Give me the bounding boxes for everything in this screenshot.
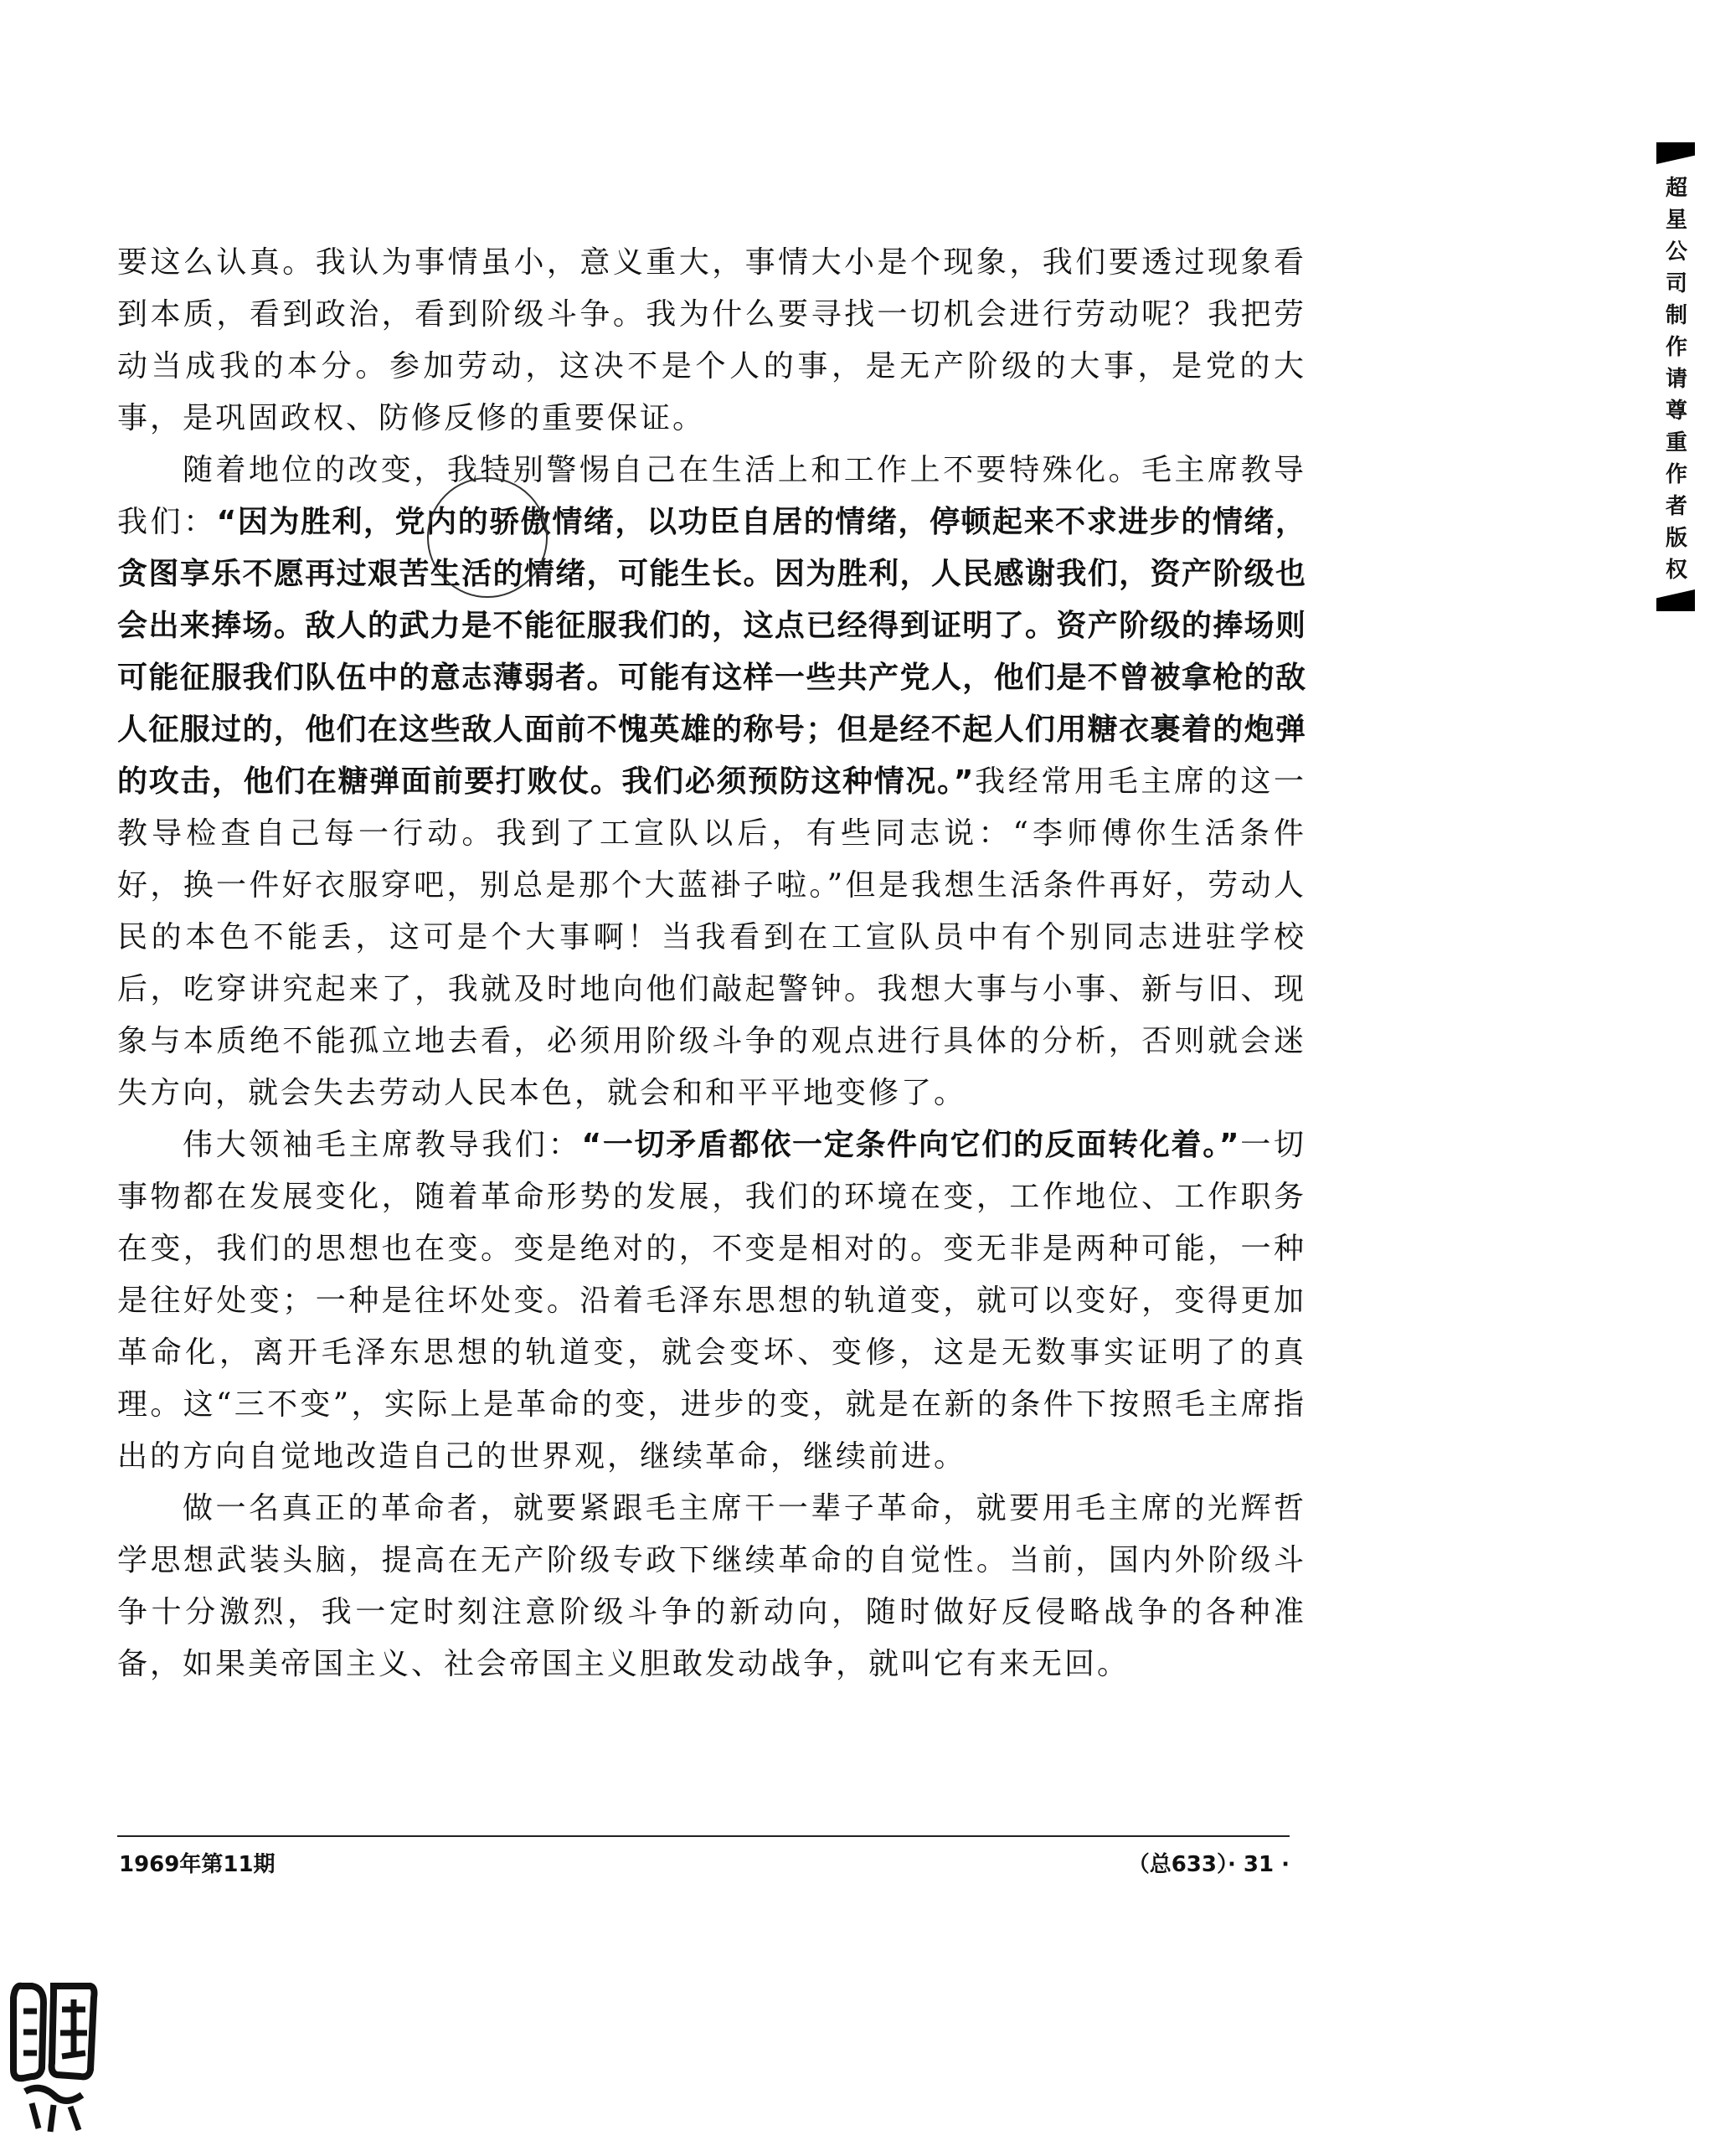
paragraph-3 xyxy=(117,1119,1306,1483)
issue-label: 1969年第11期 xyxy=(119,1852,276,1877)
paragraph-2-quotation: “因为胜利，党内的骄傲情绪，以功臣自居的情绪，停顿起来不求进步的情绪，贪图享乐不愿再过艰苦生活的情绪，可能生长。因为胜利，人民感谢我们，资产阶级也会出来捧场。敌人的武力是不能征服我们的，这点已经得到证明了。资产阶级的捧场则可能征服我们队伍中的意志薄弱者。可能有这样一些共产党人，他们是不曾被拿枪的敌人征服过的，他们在这些敌人面前不愧英雄的称号；但是经不起人们用糖衣裹着的炮弹的攻击，他们在糖弹面前要打败仗。我们必须预防这种情况。” xyxy=(117,505,1306,799)
scan-mark-circle xyxy=(427,477,548,598)
paragraph-3-rest: 一切事物都在发展变化，随着革命形势的发展，我们的环境在变，工作地位、工作职务在变，我们的思想也在变。变是绝对的，不变是相对的。变无非是两种可能，一种是往好处变；一种是往坏处变。沿着毛泽东思想的轨道变，就可以变好，变得更加革命化，离开毛泽东思想的轨道变，就会变坏、变修，这是无数事实证明了的真理。这“三不变”，实际上是革命的变，进步的变，就是在新的条件下按照毛主席指出的方向自觉地改造自己的世界观，继续革命，继续前进。 xyxy=(117,1128,1306,1474)
footer-divider xyxy=(117,1835,1290,1837)
page-number: （总633）· 31 · xyxy=(1127,1852,1290,1877)
paragraph-2-intro: 随着地位的改变，我特别警惕自己在生活上和工作上不要特殊化。毛主席教导我们： xyxy=(117,453,1306,539)
banner-top-bar xyxy=(1656,142,1695,164)
copyright-side-banner xyxy=(1656,142,1698,611)
paragraph-3-intro: 伟大领袖毛主席教导我们： xyxy=(183,1128,582,1162)
banner-bottom-bar xyxy=(1656,589,1695,611)
paragraph-2 xyxy=(117,445,1306,1119)
paragraph-2-rest: 我经常用毛主席的这一教导检查自己每一行动。我到了工宣队以后，有些同志说：“李师傅你生活条件好，换一件好衣服穿吧，别总是那个大蓝褂子啦。”但是我想生活条件再好，劳动人民的本色不能丢，这可是个大事啊！当我看到在工宣队员中有个别同志进驻学校后，吃穿讲究起来了，我就及时地向他们敲起警钟。我想大事与小事、新与旧、现象与本质绝不能孤立地去看，必须用阶级斗争的观点进行具体的分析，否则就会迷失方向，就会失去劳动人民本色，就会和和平平地变修了。 xyxy=(117,764,1306,1110)
paragraph-1: 要这么认真。我认为事情虽小，意义重大，事情大小是个现象，我们要透过现象看到本质，看到政治，看到阶级斗争。我为什么要寻找一切机会进行劳动呢？我把劳动当成我的本分。参加劳动，这决不是个人的事，是无产阶级的大事，是党的大事，是巩固政权、防修反修的重要保证。 xyxy=(117,245,1306,435)
paragraph-3-quotation: “一切矛盾都依一定条件向它们的反面转化着。” xyxy=(581,1128,1240,1162)
duxiu-seal-logo xyxy=(7,1969,100,2137)
article-body xyxy=(117,237,1306,1690)
copyright-notice: 超星公司制作请尊重作者版权 xyxy=(1665,176,1687,583)
paragraph-4: 做一名真正的革命者，就要紧跟毛主席干一辈子革命，就要用毛主席的光辉哲学思想武装头脑，提高在无产阶级专政下继续革命的自觉性。当前，国内外阶级斗争十分激烈，我一定时刻注意阶级斗争的新动向，随时做好反侵略战争的各种准备，如果美帝国主义、社会帝国主义胆敢发动战争，就叫它有来无回。 xyxy=(117,1491,1306,1681)
